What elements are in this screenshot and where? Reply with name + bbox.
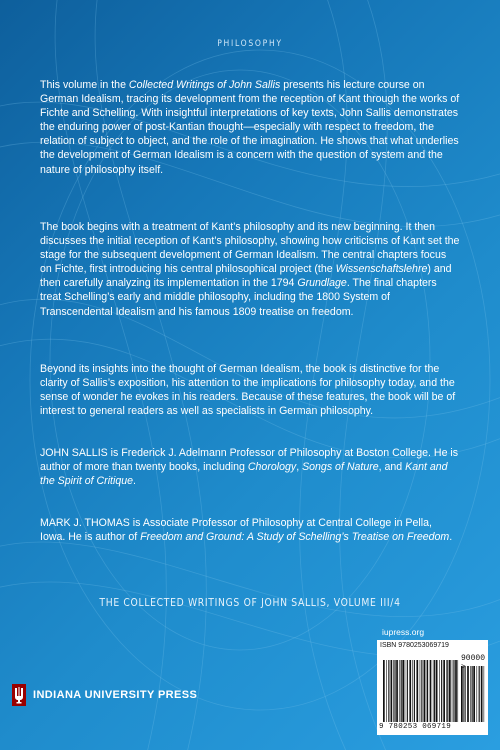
barcode-bar	[455, 660, 457, 722]
text-run: presents his lecture course on German Idealism, tracing its development from the reception of Kant through the works of Fichte and Schelling. With insightful interpretations of key texts, John Sallis demonstrates the enduring power of post-Kantian thought—especially with respect to freedom, the relation of subject to object, and the role of the imagination. He shows that what underlies the development of German Idealism is a concern with the question of system and the nature of philosophy itself.	[40, 79, 460, 176]
text-run: . The final chapters treat Schelling’s early and middle philosophy, including the 1800 System of Transcendental Idealism and his famous 1809 treatise on freedom.	[40, 277, 437, 318]
category-label: PHILOSOPHY	[217, 39, 283, 49]
book-title-italic: Chorology	[247, 461, 297, 474]
barcode-bar	[407, 660, 408, 722]
isbn-label: ISBN 9780253069719	[380, 642, 449, 649]
barcode-bar	[427, 660, 428, 722]
barcode-bar	[449, 660, 451, 722]
series-title: THE COLLECTED WRITINGS OF JOHN SALLIS, VOLUME III/4	[99, 596, 401, 609]
barcode-bar	[433, 660, 434, 722]
barcode-bar	[443, 660, 445, 722]
text-run: The book begins with a treatment of Kant’s philosophy and its new beginning. It then discusses the initial reception of Kant’s philosophy, showing how criticisms of Kant set the stage for the subsequent development of German Idealism. The central chapters focus on Fichte, first introducing his central philosophical project (the	[40, 221, 460, 276]
barcode-bar	[452, 660, 453, 722]
barcode-bar	[477, 666, 478, 722]
text-run: This volume in the	[40, 79, 129, 91]
series-title-italic: Collected Writings of John Sallis	[128, 79, 281, 91]
italic-term: Grundlage	[297, 277, 347, 290]
price-code: 90000	[461, 654, 486, 663]
text-run: ) and then carefully analyzing its implementation in the 1794	[40, 263, 452, 290]
barcode-bar	[394, 660, 395, 722]
description-paragraph-3	[40, 362, 460, 418]
author-bio-sallis	[40, 446, 460, 488]
description-paragraph-1	[40, 78, 460, 177]
text-run: Beyond its insights into the thought of German Idealism, the book is distinctive for the clarity of Sallis’s exposition, his attention to the implications for philosophy today, and the sense of wonder he evokes in his readers. Because of these features, the book will be of interest to general readers as well as specialists in German philosophy.	[40, 363, 456, 418]
barcode-bar	[426, 660, 427, 722]
author-bio-thomas	[40, 516, 460, 544]
barcode-bar	[479, 666, 480, 722]
barcode-bar	[473, 666, 475, 722]
barcode-bar	[424, 660, 426, 722]
publisher-name: INDIANA UNIVERSITY PRESS	[33, 689, 198, 701]
barcode-bar	[470, 666, 471, 722]
barcode-bar	[405, 660, 406, 722]
barcode-bar	[481, 666, 483, 722]
book-title-italic: Songs of Nature	[302, 461, 379, 474]
text-run: ,	[296, 461, 303, 474]
barcode-bar	[416, 660, 418, 722]
barcode-bar	[421, 660, 422, 722]
barcode-bar	[453, 660, 454, 722]
barcode-bar	[434, 660, 435, 722]
barcode-bar	[401, 660, 402, 722]
barcode-bar	[383, 660, 385, 722]
barcode-bar	[465, 666, 466, 722]
barcode-bar	[441, 660, 442, 722]
barcode-bar	[396, 660, 398, 722]
text-run: JOHN SALLIS is Frederick J. Adelmann Professor of Philosophy at Boston College. He is author of more than twenty books, including	[40, 447, 459, 474]
book-title-italic: Freedom and Ground: A Study of Schelling’s Treatise on Freedom	[140, 531, 450, 544]
barcode-bar	[388, 660, 389, 722]
barcode-bar	[412, 660, 413, 722]
publisher-website: iupress.org	[382, 627, 425, 637]
barcode-bar	[436, 660, 438, 722]
barcode-bar	[447, 660, 448, 722]
barcode-bar	[430, 660, 432, 722]
barcode-bar	[463, 666, 464, 722]
barcode-bar	[484, 666, 485, 722]
barcode-bars	[383, 660, 459, 722]
barcode-bar	[391, 660, 393, 722]
barcode-bar	[439, 660, 440, 722]
barcode-bar	[386, 660, 387, 722]
isbn-barcode	[377, 640, 488, 735]
italic-term: Wissenschaftslehre	[335, 263, 428, 276]
text-run: MARK J. THOMAS is Associate Professor of Philosophy at Central College in Pella, Iowa. He is author of	[40, 517, 432, 544]
barcode-bar	[399, 660, 400, 722]
text-run: .	[449, 531, 453, 544]
barcode-bar	[393, 660, 394, 722]
barcode-bar	[420, 660, 421, 722]
barcode-bar	[457, 660, 458, 722]
barcode-bar	[461, 666, 463, 722]
barcode-digits: 9 780253 069719	[379, 723, 452, 731]
barcode-bar	[402, 660, 404, 722]
barcode-bar	[409, 660, 411, 722]
trident-logo-icon	[12, 684, 26, 706]
barcode-bar	[446, 660, 447, 722]
barcode-bar	[414, 660, 415, 722]
barcode-bar	[472, 666, 473, 722]
description-paragraph-2	[40, 220, 460, 319]
barcode-addon-bars	[461, 666, 485, 722]
barcode-bar	[467, 666, 469, 722]
text-run: , and	[378, 461, 406, 474]
book-title-italic: Kant and the Spirit of Critique	[40, 461, 448, 488]
text-run: .	[133, 475, 136, 488]
publisher-imprint	[12, 684, 197, 706]
